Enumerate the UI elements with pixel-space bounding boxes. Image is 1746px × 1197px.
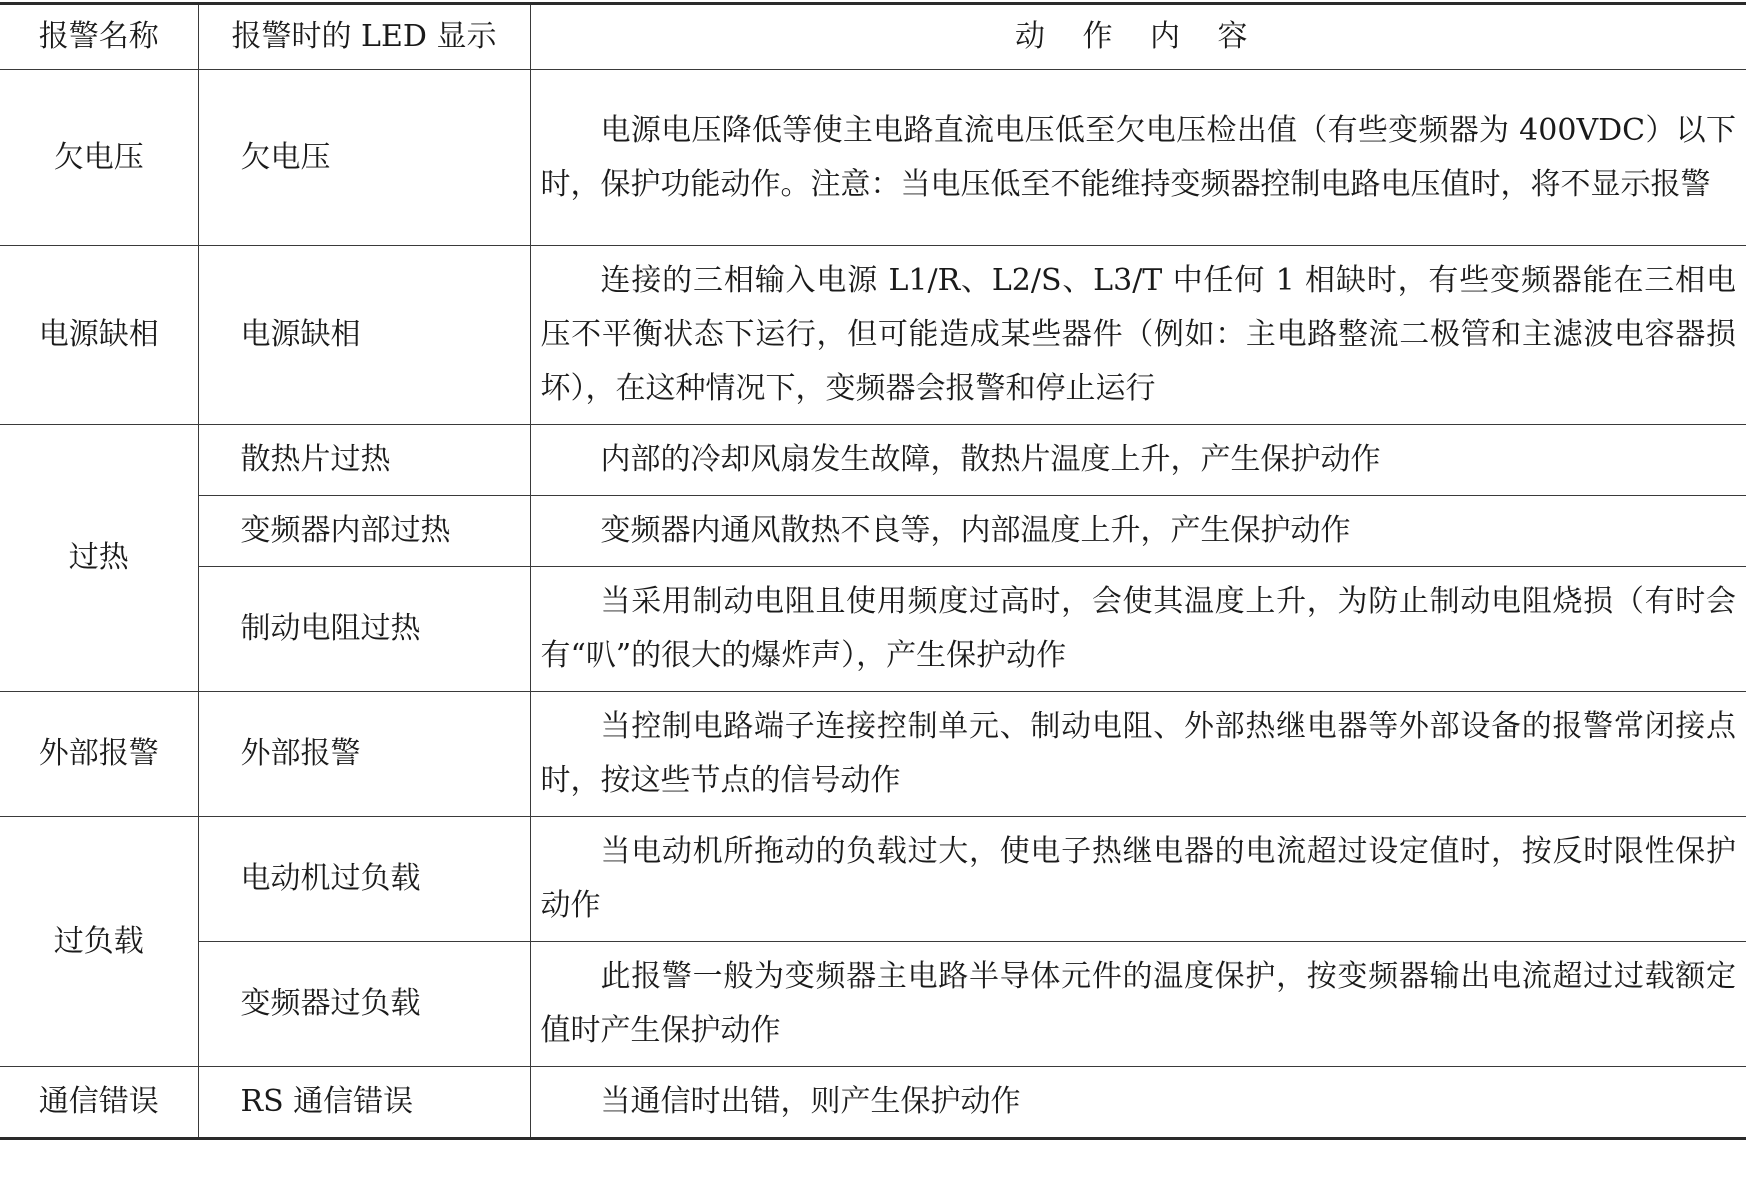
action-text: 当控制电路端子连接控制单元、制动电阻、外部热继电器等外部设备的报警常闭接点时，按这些节点的信号动作 [540, 709, 1736, 798]
table-row [0, 1067, 1746, 1139]
table-row [0, 817, 1746, 942]
header-led-display: 报警时的 LED 显示 [198, 4, 530, 70]
table-row [0, 425, 1746, 496]
action-cell [530, 817, 1746, 942]
table-row [0, 246, 1746, 425]
action-cell [530, 692, 1746, 817]
action-text: 内部的冷却风扇发生故障，散热片温度上升，产生保护动作 [600, 442, 1381, 477]
led-display-cell: 电动机过负载 [198, 817, 530, 942]
alarm-name-cell: 外部报警 [0, 692, 198, 817]
led-display-cell: 变频器过负载 [198, 942, 530, 1067]
led-display-cell: RS 通信错误 [198, 1067, 530, 1139]
alarm-name-cell: 通信错误 [0, 1067, 198, 1139]
table-row [0, 567, 1746, 692]
led-display-cell: 欠电压 [198, 70, 530, 246]
alarm-name-cell: 过负载 [0, 817, 198, 1067]
table-row [0, 496, 1746, 567]
led-display-cell: 外部报警 [198, 692, 530, 817]
action-text: 电源电压降低等使主电路直流电压低至欠电压检出值（有些变频器为 400VDC）以下时，保护功能动作。注意：当电压低至不能维持变频器控制电路电压值时，将不显示报警 [540, 112, 1736, 202]
alarm-name-cell: 欠电压 [0, 70, 198, 246]
action-text: 当电动机所拖动的负载过大，使电子热继电器的电流超过设定值时，按反时限性保护动作 [540, 834, 1736, 923]
action-text: 当通信时出错，则产生保护动作 [600, 1084, 1021, 1119]
action-text: 当采用制动电阻且使用频度过高时，会使其温度上升，为防止制动电阻烧损（有时会有“叭”的很大的爆炸声），产生保护动作 [540, 584, 1736, 673]
alarm-table [0, 2, 1746, 1140]
header-action-content: 动 作 内 容 [530, 4, 1746, 70]
table-row [0, 692, 1746, 817]
action-cell [530, 496, 1746, 567]
table-row [0, 70, 1746, 246]
action-cell [530, 1067, 1746, 1139]
led-display-cell: 制动电阻过热 [198, 567, 530, 692]
alarm-name-cell: 过热 [0, 425, 198, 692]
led-display-cell: 变频器内部过热 [198, 496, 530, 567]
action-text: 连接的三相输入电源 L1/R、L2/S、L3/T 中任何 1 相缺时，有些变频器能在三相电压不平衡状态下运行，但可能造成某些器件（例如：主电路整流二极管和主滤波电容器损坏），在这种情况下，变频器会报警和停止运行 [540, 263, 1736, 406]
action-text: 此报警一般为变频器主电路半导体元件的温度保护，按变频器输出电流超过过载额定值时产生保护动作 [540, 959, 1736, 1048]
led-display-cell: 电源缺相 [198, 246, 530, 425]
table-row [0, 942, 1746, 1067]
action-cell [530, 942, 1746, 1067]
led-display-cell: 散热片过热 [198, 425, 530, 496]
action-cell [530, 425, 1746, 496]
alarm-name-cell: 电源缺相 [0, 246, 198, 425]
action-cell [530, 246, 1746, 425]
action-cell [530, 567, 1746, 692]
action-cell [530, 70, 1746, 246]
action-text: 变频器内通风散热不良等，内部温度上升，产生保护动作 [600, 513, 1351, 548]
header-row [0, 4, 1746, 70]
header-alarm-name: 报警名称 [0, 4, 198, 70]
